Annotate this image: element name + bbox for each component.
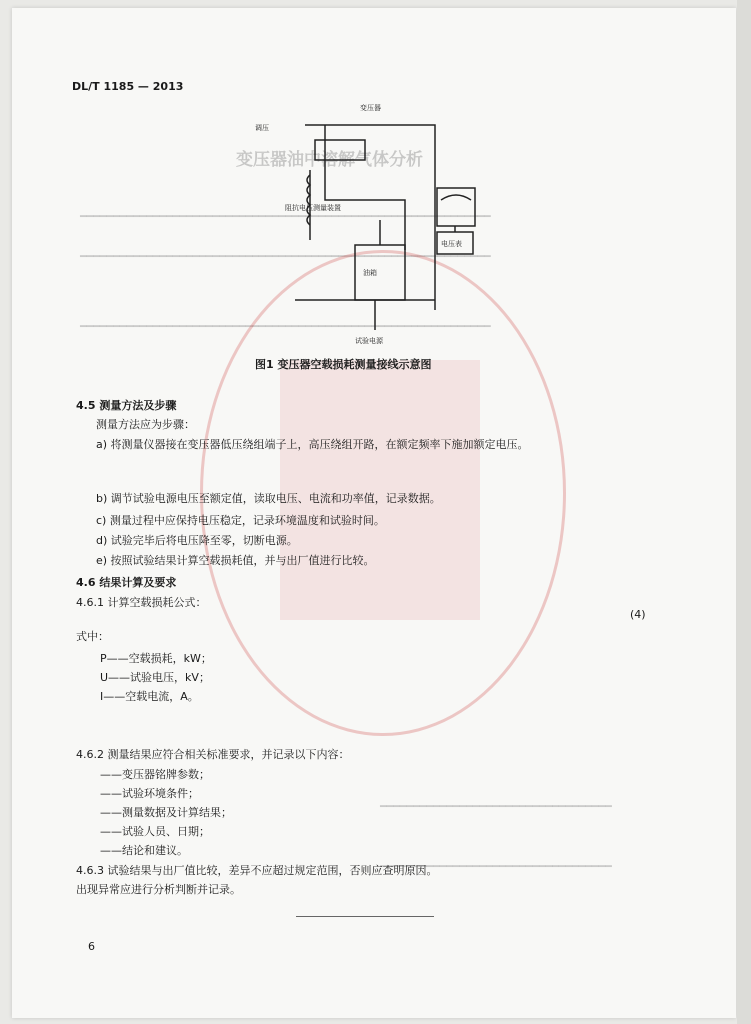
- section-heading: 4.5 测量方法及步骤: [76, 399, 177, 412]
- label-inner: 油箱: [363, 269, 377, 277]
- paragraph-line: 4.6.2 测量结果应符合相关标准要求，并记录以下内容：: [76, 748, 350, 761]
- label-side: 阻抗电压测量装置: [285, 204, 341, 212]
- paragraph-line: 测量方法应为步骤：: [96, 418, 195, 431]
- footer-rule: [296, 916, 434, 917]
- variable-definition: I——空载电流，A。: [100, 690, 199, 703]
- bleed-through-text: ━━━━━━━━━━━━━━━━━━━━━━━━━━━━━━━━━━━━━━━━━━━━━━━━━━━━━━━━━━━━━━: [80, 210, 491, 223]
- variable-definition: U——试验电压，kV；: [100, 671, 210, 684]
- list-item: a) 将测量仪器接在变压器低压绕组端子上，高压绕组开路，在额定频率下施加额定电压。: [96, 438, 529, 451]
- paragraph-line: 4.6.3 试验结果与出厂值比较，差异不应超过规定范围，否则应查明原因。: [76, 864, 438, 877]
- list-item: d) 试验完毕后将电压降至零，切断电源。: [96, 534, 298, 547]
- list-item: ——结论和建议。: [100, 844, 188, 857]
- figure-caption: 图1 变压器空载损耗测量接线示意图: [255, 358, 432, 371]
- paragraph-line: 4.6.1 计算空载损耗公式：: [76, 596, 207, 609]
- list-item: e) 按照试验结果计算空载损耗值，并与出厂值进行比较。: [96, 554, 375, 567]
- list-item: c) 测量过程中应保持电压稳定，记录环境温度和试验时间。: [96, 514, 385, 527]
- list-item: ——试验人员、日期；: [100, 825, 210, 838]
- wiring-diagram: [255, 100, 495, 350]
- label-left-top: 调压: [255, 124, 269, 132]
- variable-definition: P——空载损耗，kW；: [100, 652, 212, 665]
- bleed-through-text: ━━━━━━━━━━━━━━━━━━━━━━━━━━━━━━━━━━━━━━━━━━━━━━━━━━━━━━━━━━━━━━: [80, 250, 491, 263]
- formula-number: (4): [630, 608, 646, 621]
- list-item: ——变压器铭牌参数；: [100, 768, 210, 781]
- label-top: 变压器: [360, 104, 381, 112]
- document-code: DL/T 1185 — 2013: [72, 80, 184, 93]
- paragraph-line: 出现异常应进行分析判断并记录。: [76, 883, 241, 896]
- list-item: ——试验环境条件；: [100, 787, 199, 800]
- bleed-through-title: 变压器油中溶解气体分析: [236, 150, 423, 170]
- label-bottom: 试验电源: [355, 337, 383, 345]
- bleed-through-text: ━━━━━━━━━━━━━━━━━━━━━━━━━━━━━━━━━━━: [380, 800, 612, 813]
- page-number: 6: [88, 940, 95, 953]
- paragraph-line: 式中：: [76, 630, 109, 643]
- list-item: ——测量数据及计算结果；: [100, 806, 232, 819]
- label-meter: 电压表: [441, 240, 462, 248]
- bleed-through-text: ━━━━━━━━━━━━━━━━━━━━━━━━━━━━━━━━━━━: [380, 860, 612, 873]
- section-heading: 4.6 结果计算及要求: [76, 576, 177, 589]
- list-item: b) 调节试验电源电压至额定值，读取电压、电流和功率值，记录数据。: [96, 492, 441, 505]
- scan-edge: [737, 0, 751, 1024]
- bleed-through-text: ━━━━━━━━━━━━━━━━━━━━━━━━━━━━━━━━━━━━━━━━━━━━━━━━━━━━━━━━━━━━━━: [80, 320, 491, 333]
